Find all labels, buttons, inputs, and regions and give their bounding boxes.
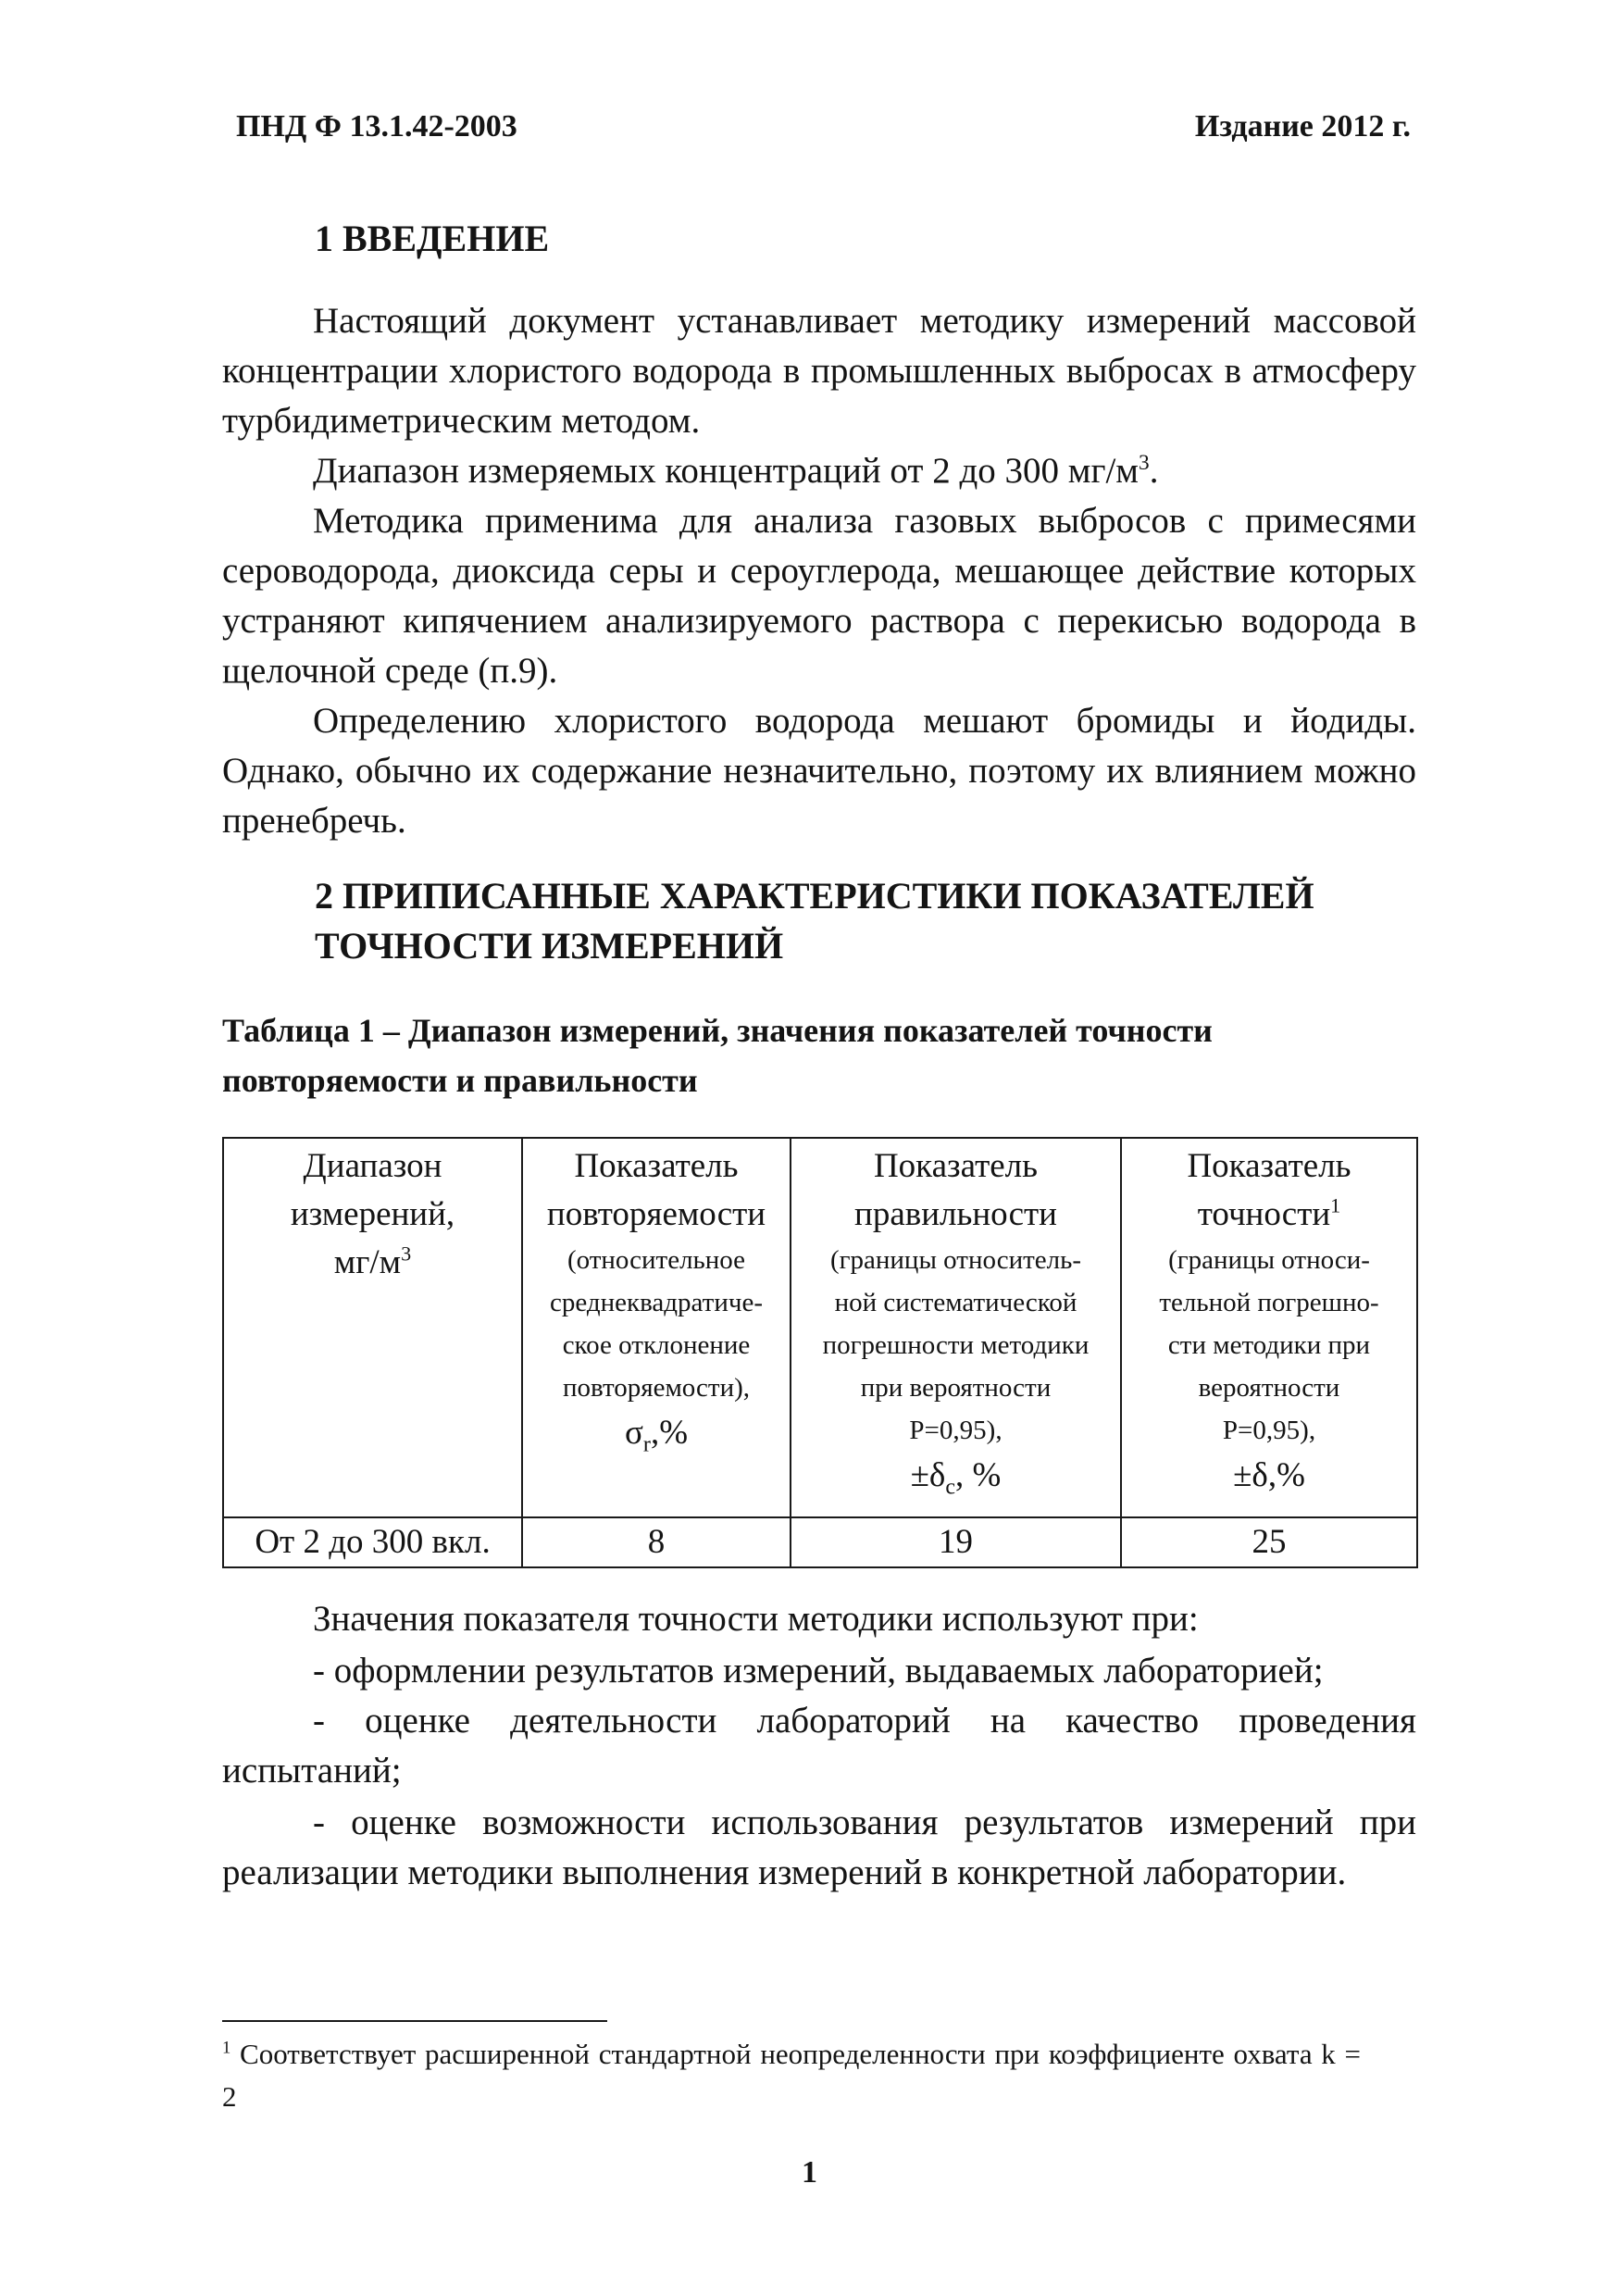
cell-correctness: 19 [791,1517,1121,1567]
section-1-paragraph-1: Настоящий документ устанавливает методику измерений массовой концентрации хлористого водорода в промышленных выбросах в атмосферу турбидиметрическим методом. [222,301,1416,441]
table-caption-line-1: Таблица 1 – Диапазон измерений, значения показателей точности [222,1012,1213,1049]
usage-item-3: - оценке возможности использования результатов измерений при реализации методики выполнения измерений в конкретной лаборатории. [222,1803,1416,1892]
header-cell-range: Диапазон измерений, $мг/м^3$ [223,1138,522,1517]
section-1-paragraph-3: Методика применима для анализа газовых выбросов с примесями сероводорода, диоксида серы и сероуглерода, мешающее действие которых устраняют кипячением анализируемого раствора с перекисью водорода в щелочной среде (п.9). [222,501,1416,691]
cell-repeatability: 8 [522,1517,791,1567]
usage-item-2: - оценке деятельности лабораторий на качество проведения испытаний; [222,1701,1416,1791]
section-1-title: 1 ВВЕДЕНИЕ [315,218,550,259]
cell-accuracy: 25 [1121,1517,1417,1567]
section-1-paragraph-2: Диапазон измеряемых концентраций от 2 до 300 $мг/м^3$. [313,451,1159,491]
header-cell-accuracy: Показатель точности$^1$ (границы относи- тельной погрешно- сти методики при вероятности P=0,95), ±δ,% [1121,1138,1417,1517]
document-code: ПНД Ф 13.1.42-2003 [236,109,517,144]
accuracy-table [222,1137,1418,1568]
section-1-paragraph-4: Определению хлористого водорода мешают бромиды и йодиды. Однако, обычно их содержание незначительно, поэтому их влиянием можно пренебречь. [222,701,1416,841]
table-header-row [223,1138,1417,1517]
header-cell-repeatability: Показатель повторяемости (относительное среднеквадратиче- ское отклонение повторяемости), $\sigma_r,\%$ [522,1138,791,1517]
section-2-title-line-1: 2 ПРИПИСАННЫЕ ХАРАКТЕРИСТИКИ ПОКАЗАТЕЛЕЙ [315,875,1314,917]
table-caption-line-2: повторяемости и правильности [222,1062,698,1099]
footnote: $^1$ Соответствует расширенной стандартной неопределенности при коэффициенте охвата k = 2 [222,2038,1362,2113]
section-2-title-line-2: ТОЧНОСТИ ИЗМЕРЕНИЙ [315,925,784,967]
footnote-separator [222,2020,607,2022]
usage-intro: Значения показателя точности методики используют при: [313,1599,1199,1639]
cell-range: От 2 до 300 вкл. [223,1517,522,1567]
usage-item-1: - оформлении результатов измерений, выдаваемых лабораторией; [313,1651,1324,1691]
page-number: 1 [802,2155,817,2190]
edition-label: Издание 2012 г. [1194,109,1411,144]
table-row [223,1517,1417,1567]
header-cell-correctness: Показатель правильности (границы относитель- ной систематической погрешности методики при вероятности P=0,95), $\pm\delta_c$, % [791,1138,1121,1517]
